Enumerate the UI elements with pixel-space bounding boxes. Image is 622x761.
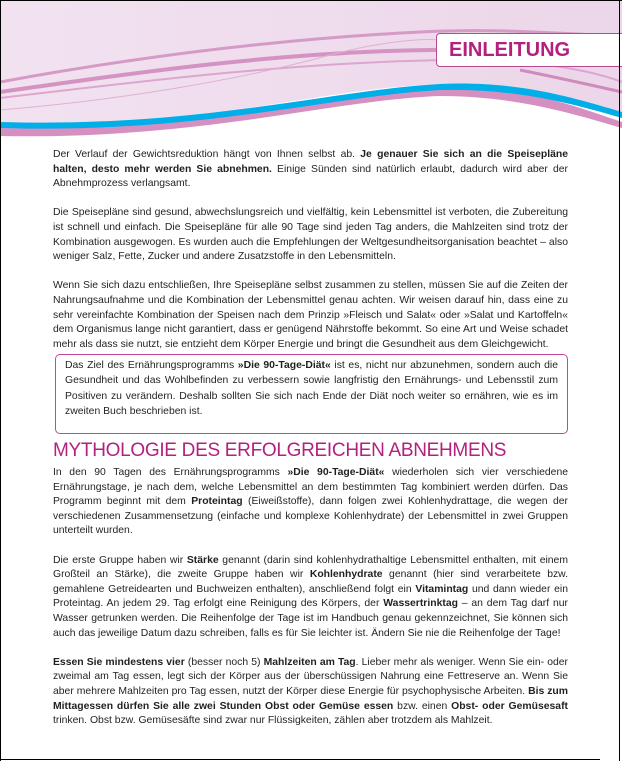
intro-paragraph: Die Speisepläne sind gesund, abwechslungsreich und vielfältig, kein Lebensmittel ist verboten, die Zubereitung ist schnell und einfach. Die Speisepläne für alle 90 Tage sind jeden Tag anders, die Mahlzeiten sind trotz der Kombination ausgewogen. Es wurden auch die Empfehlungen der Weltgesundheitsorganisation beachtet – also weniger Salz, Fette, Zucker und andere Zusatzstoffe in den Lebensmitteln. xyxy=(53,207,568,263)
page-edge-right xyxy=(619,0,620,761)
emphasis-text: Vitamintag xyxy=(415,583,469,595)
section-label: EINLEITUNG xyxy=(449,39,571,61)
emphasis-text: »Die 90-Tage-Diät« xyxy=(287,467,385,478)
highlight-box xyxy=(55,354,568,434)
emphasis-text: Wassertrinktag xyxy=(383,598,458,610)
mythology-section xyxy=(53,440,568,729)
section-label-tab xyxy=(436,33,622,67)
emphasis-text: »Die 90-Tage-Diät« xyxy=(237,360,331,371)
emphasis-text: Je genauer Sie sich an die Speisepläne halten, desto mehr werden Sie abnehmen. xyxy=(53,149,568,175)
highlight-paragraph: Das Ziel des Ernährungsprogramms »Die 90-Tage-Diät« ist es, nicht nur abzunehmen, sondern auch die Gesundheit und das Wohlbefinden zu verbessern sowie langfristig den Ernährungs- und Lebensstil zum Positiven zu verändern. Deshalb sollten Sie sich nach Ende der Diät noch weiter so ernähren, wie es im zweiten Buch beschrieben ist. xyxy=(65,360,558,417)
emphasis-text: Kohlenhydrate xyxy=(309,569,383,581)
section-heading: MYTHOLOGIE DES ERFOLGREICHEN ABNEHMENS xyxy=(53,440,507,461)
body-paragraph: Essen Sie mindestens vier (besser noch 5) Mahlzeiten am Tag. Lieber mehr als weniger. Wenn Sie ein- oder zweimal am Tag essen, legt sich der Körper aus der überschüssigen Nahrung eine Fettreserve an. Wenn Sie aber mehrere Mahlzeiten pro Tag essen, nutzt der Körper diese Energie für psychophysische Arbeiten. Bis zum Mittagessen dürfen Sie alle zwei Stunden Obst oder Gemüse essen bzw. einen Obst- oder Gemüsesaft trinken. Obst bzw. Gemüsesäfte sind zwar nur Flüssigkeiten, zählen aber trotzdem als Mahlzeit. xyxy=(53,656,569,727)
body-paragraph: In den 90 Tagen des Ernährungsprogramms »Die 90-Tage-Diät« wiederholen sich vier verschiedene Ernährungstage, je nach dem, welche Lebensmittel an dem bestimmten Tag kombiniert werden dürfen. Das Programm beginnt mit dem Proteintag (Eiweißstoffe), dann folgen zwei Kohlenhydrattage, die wegen der verschiedenen Zusammensetzung (einfache und komplexe Kohlenhydrate) der Lebensmittel in zwei Gruppen unterteilt wurden. xyxy=(53,467,569,537)
emphasis-text: Obst- oder Gemüsesaft xyxy=(451,700,568,712)
emphasis-text: Stärke xyxy=(186,554,219,566)
emphasis-text: Mahlzeiten am Tag xyxy=(263,656,356,668)
emphasis-text: Proteintag xyxy=(191,496,243,508)
emphasis-text: Essen Sie mindestens vier xyxy=(53,656,185,668)
page-edge-bottom xyxy=(0,759,600,760)
header-wave-decoration xyxy=(0,0,622,140)
intro-paragraph: Wenn Sie sich dazu entschließen, Ihre Speisepläne selbst zusammen zu stellen, müssen Sie auf die Zeiten der Nahrungsaufnahme und die Kombination der Lebensmittel genau achten. Wir weisen darauf hin, dass eine zu sehr vereinfachte Kombination der Speisen nach dem Prinzip »Fleisch und Salat« oder »Salat und Kartoffeln« dem Organismus lange nicht garantiert, dass er genügend Nährstoffe bekommt. So eine Art und Weise schadet mehr als dass sie nutzt, sie entzieht dem Körper Energie und bringt die Gesundheit aus dem Gleichgewicht. xyxy=(53,280,568,350)
intro-section xyxy=(53,148,568,352)
body-paragraph: Die erste Gruppe haben wir Stärke genannt (darin sind kohlenhydrathaltige Lebensmittel enthalten, mit einem Großteil an Stärke), die zweite Gruppe haben wir Kohlenhydrate genannt (hier sind verarbeitete bzw. gemahlene Getreidearten und Buchweizen enthalten), anschließend folgt ein Vitamintag und dann wieder ein Proteintag. An jedem 29. Tag erfolgt eine Reinigung des Körpers, der Wassertrinktag – an dem Tag darf nur Wasser getrunken werden. Die Reihenfolge der Tage ist im Handbuch genau gekennzeichnet, Sie können sich auch das jeweilige Datum dazu schreiben, falls es für Sie leichter ist. Ändern Sie nie die Reihenfolge der Tage! xyxy=(53,554,569,639)
intro-paragraph: Der Verlauf der Gewichtsreduktion hängt von Ihnen selbst ab. Je genauer Sie sich an die Speisepläne halten, desto mehr werden Sie abnehmen. Einige Sünden sind natürlich erlaubt, dadurch wird aber der Abnehmprozess verlangsamt. xyxy=(53,149,568,190)
emphasis-text: Bis zum Mittagessen dürfen Sie alle zwei Stunden Obst oder Gemüse essen xyxy=(53,685,568,712)
